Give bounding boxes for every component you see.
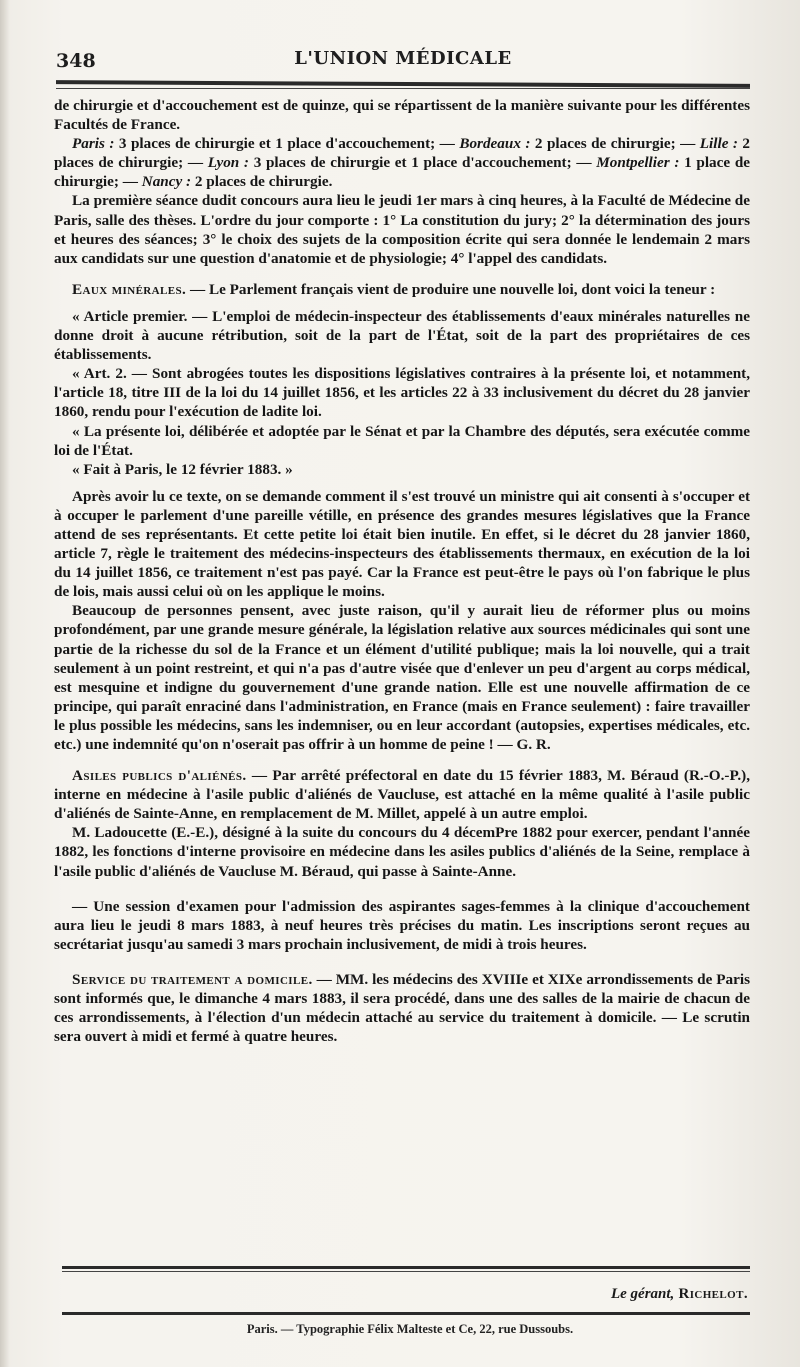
section-text: — Le Parlement français vient de produire une nouvelle loi, dont voici la teneur :	[186, 280, 716, 298]
imprint: Paris. — Typographie Félix Malteste et Ce, 22, rue Dussoubs.	[246, 1322, 574, 1336]
page-edge-shadow	[0, 0, 10, 1367]
header-rule-thin	[56, 88, 750, 89]
faculty-text: 3 places de chirurgie et 1 place d'accouchement; —	[249, 154, 597, 172]
paragraph-asiles	[54, 766, 750, 823]
paragraph-faculties	[54, 134, 750, 191]
paragraph-concours: La première séance dudit concours aura lieu le jeudi 1er mars à cinq heures, à la Faculté de Médecine de Paris, salle des thèses. L'ordre du jour comporte : 1° La constitution du jury; 2° la détermination des jours et heures des séances; 3° le choix des sujets de la composition écrite qui sera donnée le lendemain 2 mars aux candidats sur une question d'anatomie et de physiologie; 4° l'appel des candidats.	[54, 192, 750, 267]
city-paris: Paris :	[72, 135, 115, 153]
footer-rule	[62, 1266, 750, 1269]
paragraph-commentary: Après avoir lu ce texte, on se demande comment il s'est trouvé un ministre qui ait consenti à s'occuper et à occuper le parlement d'une pareille vétille, en présence des grandes mesures législatives que la France attend de ses représentants. Et cette petite loi était bien inutile. En effet, si le décret du 28 janvier 1860, article 7, règle le traitement des médecins-inspecteurs des établissements thermaux, en exécution de la loi du 14 juillet 1856, ce traitement n'est pas payé. Car la France est peut-être le pays où l'on fabrique le plus de lois, mais aussi celui où on les applique le moins.	[54, 487, 750, 601]
faculty-text: 2 places de chirurgie.	[191, 173, 333, 191]
city-lille: Lille :	[699, 135, 738, 153]
section-text: — MM. les médecins des XVIIIe et XIXe arrondissements de Paris sont informés que, le dimanche 4 mars 1883, il sera procédé, dans une des salles de la mairie de chacun de ces arrondissements, à l'élection d'un médecin attaché au service du traitement à domicile. — Le scrutin sera ouvert à midi et fermé à quatre heures.	[54, 970, 750, 1046]
city-montpellier: Montpellier :	[596, 154, 680, 172]
section-heading-eaux-minerales: Eaux minérales.	[72, 280, 187, 298]
paragraph-loi-executee: « La présente loi, délibérée et adoptée par le Sénat et par la Chambre des députés, sera exécutée comme loi de l'État.	[54, 422, 750, 459]
city-bordeaux: Bordeaux :	[459, 135, 531, 153]
section-heading-asiles: Asiles publics d'aliénés.	[72, 767, 247, 785]
faculty-text: 2 places de chirurgie; —	[530, 135, 700, 153]
paragraph-eaux-minerales	[54, 280, 750, 299]
city-lyon: Lyon :	[207, 154, 249, 172]
page-number: 348	[56, 50, 96, 72]
faculty-text: 3 places de chirurgie et 1 place d'accouchement; —	[114, 135, 460, 153]
faculty-text: 2 places de chirurgie; —	[54, 135, 751, 172]
paragraph-sages-femmes: — Une session d'examen pour l'admission des aspirantes sages-femmes à la clinique d'accouchement aura lieu le jeudi 8 mars 1883, à neuf heures très précises du matin. Les inscriptions seront reçues au secrétariat jusqu'au samedi 3 mars prochain inclusivement, de midi à trois heures.	[54, 897, 750, 953]
signature-name: Richelot.	[674, 1286, 748, 1302]
paragraph-article-premier: « Article premier. — L'emploi de médecin-inspecteur des établissements d'eaux minérales naturelles ne donne droit à aucune rétribution, soit de la part de l'État, soit de la part des propriétaires de ces établissements.	[54, 307, 750, 364]
section-text: — Par arrêté préfectoral en date du 15 février 1883, M. Béraud (R.-O.-P.), interne en médecine à l'asile public d'aliénés de Vaucluse, est attaché en la même qualité à l'asile public d'aliénés de Sainte-Anne, en remplacement de M. Millet, appelé à un autre emploi.	[54, 767, 750, 823]
paragraph-commentary-2: Beaucoup de personnes pensent, avec juste raison, qu'il y aurait lieu de réformer plus ou moins profondément, par une grande mesure générale, la législation relative aux sources médicinales qui sont une partie de la richesse du sol de la France et un élément d'utilité publique; mais la loi nouvelle, qui a trait seulement à un point restreint, et qui n'a pas d'autre visée que d'enlever un peu d'argent au corps médical, est mesquine et indigne du gouvernement d'une grande nation. Elle est une nouvelle affirmation de ce principe, qui paraît enraciné dans l'administration, en France (mais en France seulement) : faire travailler le plus possible les médecins, sans les indemniser, ou en leur accordant (autopsies, expertises médicales, etc. etc.) une indemnité qu'on n'oserait pas offrir à un homme de peine ! — G. R.	[54, 602, 750, 753]
paragraph-traitement-domicile	[54, 970, 750, 1046]
paragraph-ladoucette: M. Ladoucette (E.-E.), désigné à la suite du concours du 4 décemPre 1882 pour exercer, pendant l'année 1882, les fonctions d'interne provisoire en médecine dans les asiles publics d'aliénés de la Seine, remplace à l'asile public d'aliénés de Vaucluse M. Béraud, qui passe à Sainte-Anne.	[54, 824, 750, 880]
paragraph-article-2: « Art. 2. — Sont abrogées toutes les dispositions législatives contraires à la présente loi, et notamment, l'article 18, titre III de la loi du 14 juillet 1856, et les articles 22 à 33 inclusivement du décret du 28 janvier 1860, rendu pour l'exécution de ladite loi.	[54, 365, 750, 421]
section-heading-traitement-domicile: Service du traitement a domicile.	[72, 970, 313, 988]
imprint-rule	[62, 1312, 750, 1315]
paragraph-intro: de chirurgie et d'accouchement est de quinze, qui se répartissent de la manière suivante pour les différentes Facultés de France.	[54, 97, 750, 134]
article-body	[54, 96, 750, 1046]
city-nancy: Nancy :	[141, 173, 192, 191]
page-header	[56, 46, 750, 76]
paragraph-fait-a-paris: « Fait à Paris, le 12 février 1883. »	[72, 460, 293, 478]
header-rule	[56, 80, 750, 88]
signature-label: Le gérant,	[610, 1286, 675, 1302]
signature	[611, 1286, 748, 1303]
footer-rule-thin	[62, 1271, 750, 1272]
faculty-text: 1 place de chirurgie; —	[54, 154, 751, 191]
running-title: L'UNION MÉDICALE	[294, 48, 512, 69]
